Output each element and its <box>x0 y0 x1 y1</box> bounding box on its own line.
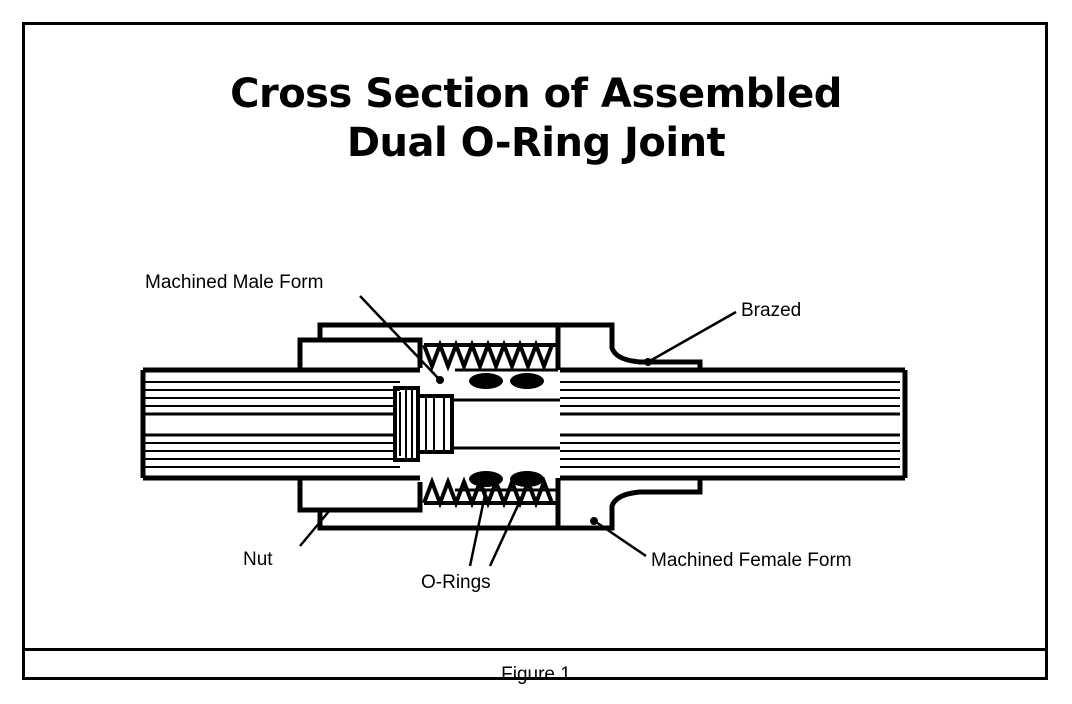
threads-upper <box>424 345 556 366</box>
machined-male-form-shape <box>395 388 560 460</box>
callout-o-rings: O-Rings <box>421 572 491 593</box>
o-ring-lower-left <box>469 471 503 487</box>
o-ring-upper-right <box>510 373 544 389</box>
figure-caption: Figure 1 <box>501 664 571 685</box>
title-line-2: Dual O-Ring Joint <box>346 119 726 166</box>
title-line-1: Cross Section of Assembled <box>230 71 842 117</box>
o-ring-lower-right <box>510 471 544 487</box>
callout-nut: Nut <box>243 549 273 570</box>
left-pipe <box>143 370 420 478</box>
machined-female-form-shape <box>558 325 700 528</box>
right-pipe <box>560 370 905 478</box>
callout-brazed: Brazed <box>741 300 802 321</box>
callout-machined-female-form: Machined Female Form <box>651 550 852 571</box>
callout-machined-male-form: Machined Male Form <box>145 272 324 293</box>
o-ring-upper-left <box>469 373 503 389</box>
caption-divider <box>22 648 1048 651</box>
oring-channel-lines <box>455 370 558 490</box>
